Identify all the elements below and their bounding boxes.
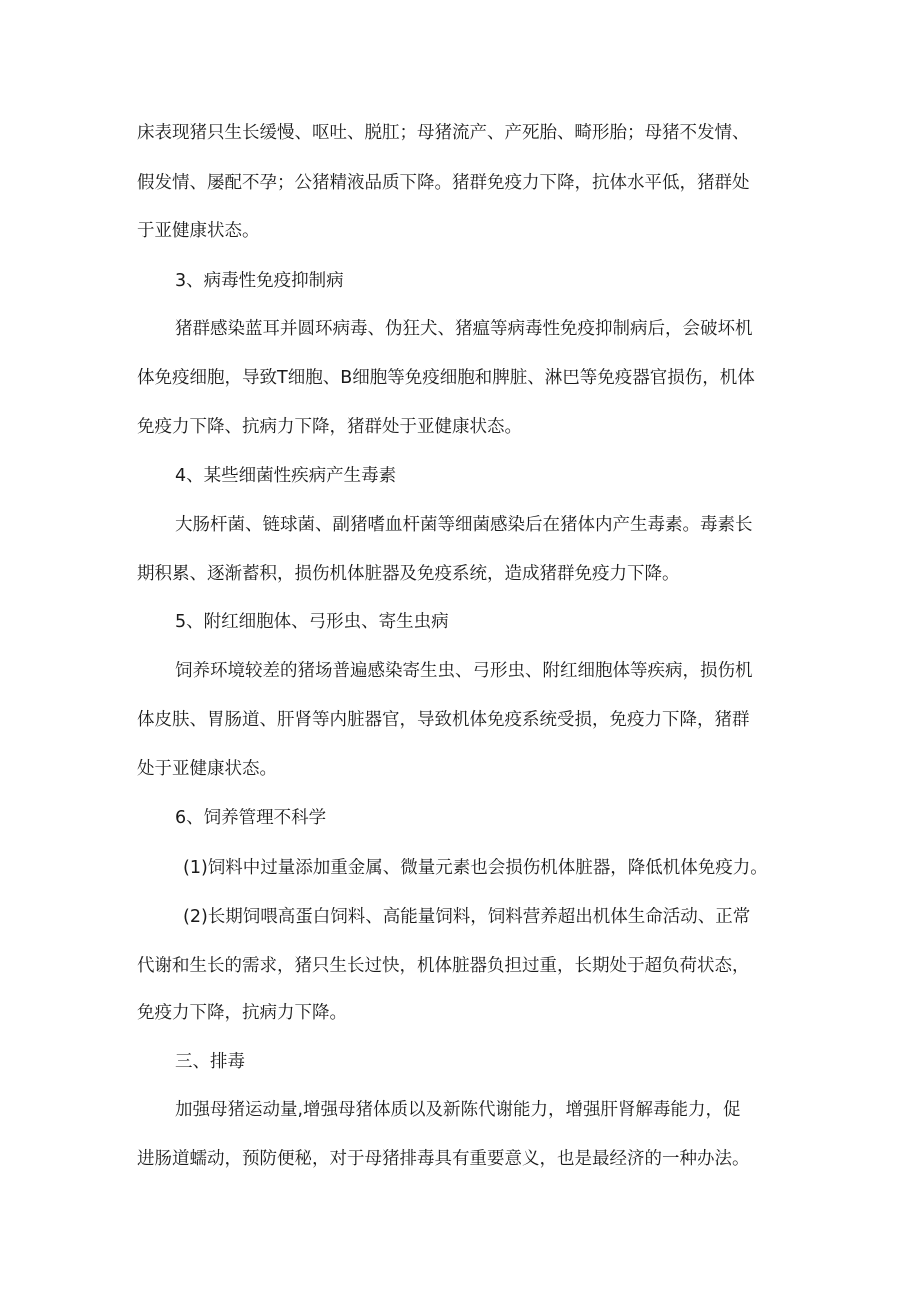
- text-line: 处于亚健康状态。: [137, 759, 277, 779]
- section-heading: 4、某些细菌性疾病产生毒素: [175, 466, 397, 486]
- text-line: 假发情、屡配不孕；公猪精液品质下降。猪群免疫力下降，抗体水平低，猪群处: [137, 173, 750, 193]
- section-heading: 3、病毒性免疫抑制病: [175, 271, 344, 291]
- text-line: 床表现猪只生长缓慢、呕吐、脱肛；母猪流产、产死胎、畸形胎；母猪不发情、: [137, 123, 750, 143]
- text-line: 体皮肤、胃肠道、肝肾等内脏器官，导致机体免疫系统受损，免疫力下降，猪群: [137, 710, 750, 730]
- text-line: 期积累、逐渐蓄积，损伤机体脏器及免疫系统，造成猪群免疫力下降。: [137, 564, 680, 584]
- text-line: 饲养环境较差的猪场普遍感染寄生虫、弓形虫、附红细胞体等疾病，损伤机: [175, 661, 753, 681]
- section-heading: 6、饲养管理不科学: [175, 808, 327, 828]
- text-line: 体免疫细胞，导致T细胞、B细胞等免疫细胞和脾脏、淋巴等免疫器官损伤，机体: [137, 368, 755, 388]
- section-heading: 5、附红细胞体、弓形虫、寄生虫病: [175, 612, 449, 632]
- text-line: (2)长期饲喂高蛋白饲料、高能量饲料，饲料营养超出机体生命活动、正常: [183, 907, 751, 927]
- text-line: 免疫力下降，抗病力下降。: [137, 1003, 347, 1023]
- text-line: 代谢和生长的需求，猪只生长过快，机体脏器负担过重，长期处于超负荷状态，: [137, 956, 750, 976]
- text-line: 进肠道蠕动，预防便秘，对于母猪排毒具有重要意义，也是最经济的一种办法。: [137, 1149, 750, 1169]
- text-line: 免疫力下降、抗病力下降，猪群处于亚健康状态。: [137, 417, 522, 437]
- text-line: 大肠杆菌、链球菌、副猪嗜血杆菌等细菌感染后在猪体内产生毒素。毒素长: [175, 515, 753, 535]
- text-line: (1)饲料中过量添加重金属、微量元素也会损伤机体脏器，降低机体免疫力。: [183, 858, 768, 878]
- section-heading: 三、排毒: [175, 1052, 245, 1072]
- text-line: 加强母猪运动量,增强母猪体质以及新陈代谢能力，增强肝肾解毒能力，促: [175, 1100, 741, 1120]
- text-line: 于亚健康状态。: [137, 221, 260, 241]
- text-line: 猪群感染蓝耳并圆环病毒、伪狂犬、猪瘟等病毒性免疫抑制病后，会破坏机: [175, 319, 753, 339]
